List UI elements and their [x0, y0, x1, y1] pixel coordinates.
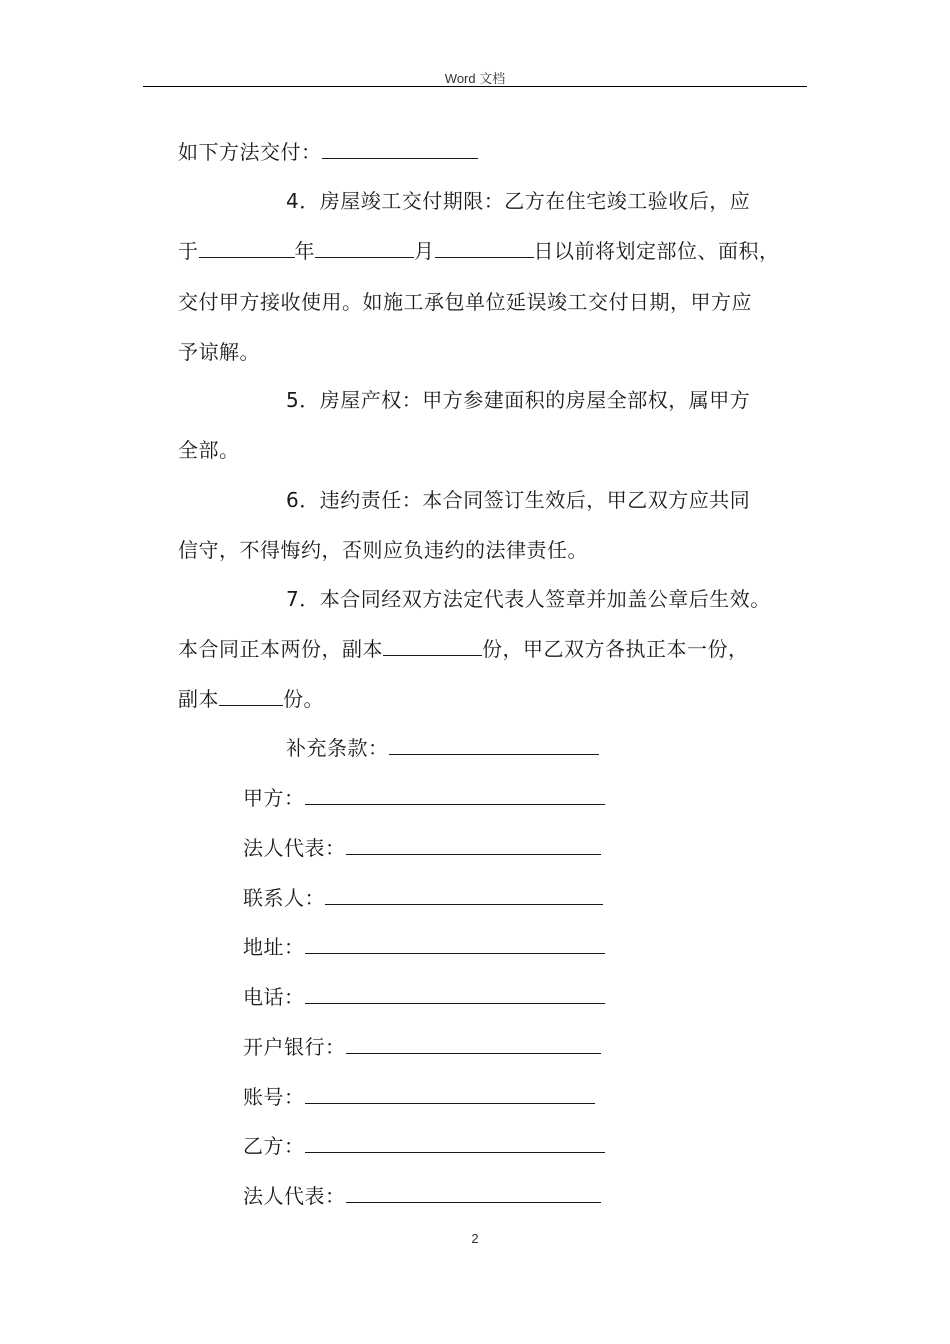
month-label: 月	[414, 239, 435, 263]
month-blank	[315, 239, 414, 258]
field-label: 电话：	[243, 985, 305, 1009]
year-label: 年	[294, 239, 315, 263]
field-label: 法人代表：	[243, 1184, 346, 1208]
header-rule	[143, 86, 807, 87]
clause-7-line-1: 7．本合同经双方法定代表人签章并加盖公章后生效。	[286, 587, 771, 611]
contact-field	[243, 886, 603, 910]
address-field	[243, 935, 605, 959]
field-label: 乙方：	[243, 1134, 305, 1158]
legal-rep-a-blank	[346, 836, 601, 855]
line-text: 日以前将划定部位、面积，	[533, 239, 780, 263]
party-b-blank	[305, 1134, 605, 1153]
clause-4-line-1: 4．房屋竣工交付期限：乙方在住宅竣工验收后，应	[286, 189, 751, 213]
account-blank	[305, 1085, 595, 1104]
field-label: 账号：	[243, 1085, 305, 1109]
clause-7-line-2	[178, 637, 749, 661]
bank-blank	[346, 1035, 601, 1054]
party-a-field	[243, 786, 605, 810]
address-blank	[305, 935, 605, 954]
legal-rep-b-field	[243, 1184, 601, 1208]
clause-4-line-2	[178, 239, 780, 263]
clause-7-line-3	[178, 687, 324, 711]
fill-blank	[322, 140, 478, 159]
field-label: 开户银行：	[243, 1035, 346, 1059]
line-text: 如下方法交付：	[178, 140, 322, 164]
party-b-field	[243, 1134, 605, 1158]
line-text: 本合同正本两份，副本	[178, 637, 383, 661]
bank-field	[243, 1035, 601, 1059]
field-label: 联系人：	[243, 886, 325, 910]
clause-6-line-2: 信守，不得悔约，否则应负违约的法律责任。	[178, 538, 588, 562]
clause-5-line-2: 全部。	[178, 438, 240, 462]
page-number: 2	[471, 1231, 479, 1246]
copies-each-blank	[219, 687, 283, 706]
line-text: 于	[178, 239, 199, 263]
field-label: 甲方：	[243, 786, 305, 810]
supplement-blank	[389, 736, 599, 755]
clause-4-line-3: 交付甲方接收使用。如施工承包单位延误竣工交付日期，甲方应	[178, 290, 752, 314]
field-label: 补充条款：	[286, 736, 389, 760]
clause-4-line-4: 予谅解。	[178, 340, 260, 364]
field-label: 地址：	[243, 935, 305, 959]
contact-blank	[325, 886, 603, 905]
legal-rep-b-blank	[346, 1184, 601, 1203]
phone-blank	[305, 985, 605, 1004]
year-blank	[199, 239, 295, 258]
copies-blank	[383, 637, 482, 656]
legal-rep-a-field	[243, 836, 601, 860]
line-text: 副本	[178, 687, 219, 711]
clause-5-line-1: 5．房屋产权：甲方参建面积的房屋全部权，属甲方	[286, 388, 751, 412]
clause-6-line-1: 6．违约责任：本合同签订生效后，甲乙双方应共同	[286, 488, 751, 512]
field-label: 法人代表：	[243, 836, 346, 860]
phone-field	[243, 985, 605, 1009]
account-field	[243, 1085, 595, 1109]
page-header: Word 文档	[444, 71, 506, 86]
line-text: 份，甲乙双方各执正本一份，	[482, 637, 749, 661]
day-blank	[435, 239, 534, 258]
line-text: 份。	[283, 687, 324, 711]
body-line	[178, 140, 478, 164]
party-a-blank	[305, 786, 605, 805]
supplement-field	[286, 736, 599, 760]
